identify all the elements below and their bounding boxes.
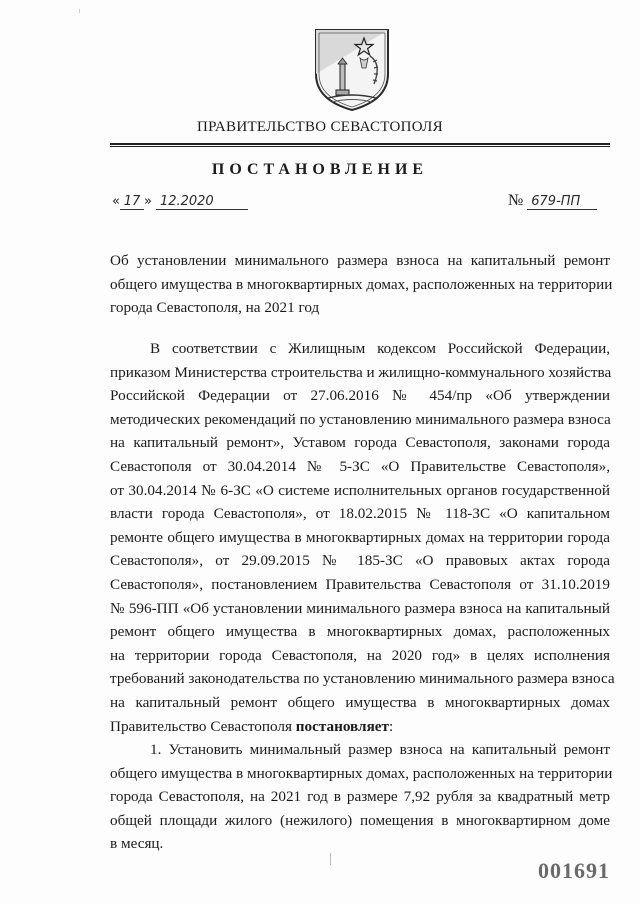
date-day-value: 17 — [120, 194, 144, 210]
colon: : — [388, 717, 394, 735]
preamble-line: ремонте общего имущества в многоквартирных домах на территории города — [110, 528, 610, 546]
preamble-line: В соответствии с Жилищным кодексом Российской Федерации, — [150, 340, 610, 357]
document-date — [112, 192, 248, 210]
clause-line: общего имущества в многоквартирных домах, расположенных на территории — [110, 764, 613, 782]
resolves-keyword: постановляет — [295, 717, 389, 735]
preamble-line: на капитальный ремонт общего имущества в многоквартирных домах — [110, 693, 610, 711]
preamble-line: Севастополя», от 29.09.2015 № 185-ЗС «О правовых актах города — [110, 552, 610, 570]
header-rule-thin — [110, 146, 610, 147]
organization-name: ПРАВИТЕЛЬСТВО СЕВАСТОПОЛЯ — [197, 119, 443, 135]
subject-line: общего имущества в многоквартирных домах, расположенных на территории — [110, 275, 613, 293]
preamble-line: Севастополя от 30.04.2014 № 5-ЗС «О Правительстве Севастополя», — [110, 457, 610, 475]
preamble-line: методических рекомендаций по установлению минимального размера взноса — [110, 410, 611, 428]
preamble-paragraph — [110, 337, 615, 738]
document-number — [508, 192, 597, 210]
document-type-title: ПОСТАНОВЛЕНИЕ — [211, 161, 429, 178]
date-month-year-value: 12.2020 — [156, 194, 248, 210]
preamble-line: приказом Министерства строительства и жилищно-коммунального хозяйства — [110, 363, 612, 381]
clause-line: города Севастополя, на 2021 год в размере 7,92 рубля за квадратный метр — [110, 788, 610, 806]
preamble-line: на капитальный ремонт», Уставом города Севастополя, законами города — [110, 434, 610, 452]
serial-number-stamp: 001691 — [538, 858, 610, 883]
clause-line: в месяц. — [110, 835, 164, 853]
number-value: 679-ПП — [527, 194, 597, 210]
clause-1-paragraph — [110, 738, 613, 856]
document-subject — [110, 251, 613, 322]
date-close-quote: » — [143, 194, 152, 209]
preamble-line: требований законодательства по установлению минимального размера взноса — [110, 670, 615, 688]
resolving-body: Правительство Севастополя — [110, 717, 296, 735]
number-prefix: № — [508, 192, 524, 209]
preamble-line: на территории города Севастополя, на 2020 год» в целях исполнения — [110, 646, 610, 664]
clause-line: общей площади жилого (нежилого) помещения в многоквартирном доме — [110, 811, 610, 829]
preamble-line: Российской Федерации от 27.06.2016 № 454/пр «Об утверждении — [110, 387, 610, 405]
subject-line: города Севастополя, на 2021 год — [110, 299, 320, 317]
scan-speck — [79, 9, 80, 13]
preamble-final-line — [110, 715, 610, 739]
sevastopol-coat-of-arms-icon — [310, 26, 394, 112]
preamble-line: ремонт общего имущества в многоквартирных домах, расположенных — [110, 623, 610, 641]
clause-line: 1. Установить минимальный размер взноса на капитальный ремонт — [150, 741, 610, 758]
preamble-line: власти города Севастополя», от 18.02.2015 № 118-ЗС «О капитальном — [110, 505, 610, 523]
preamble-line: № 596-ПП «Об установлении минимального размера взноса на капитальный — [110, 599, 610, 617]
date-open-quote: « — [112, 194, 120, 209]
header-rule-thick — [110, 143, 610, 145]
scan-mark — [330, 853, 331, 865]
preamble-line: Севастополя», постановлением Правительства Севастополя от 31.10.2019 — [110, 575, 610, 593]
preamble-line: от 30.04.2014 № 6-ЗС «О системе исполнительных органов государственной — [110, 481, 610, 499]
subject-line: Об установлении минимального размера взноса на капитальный ремонт — [110, 252, 610, 269]
